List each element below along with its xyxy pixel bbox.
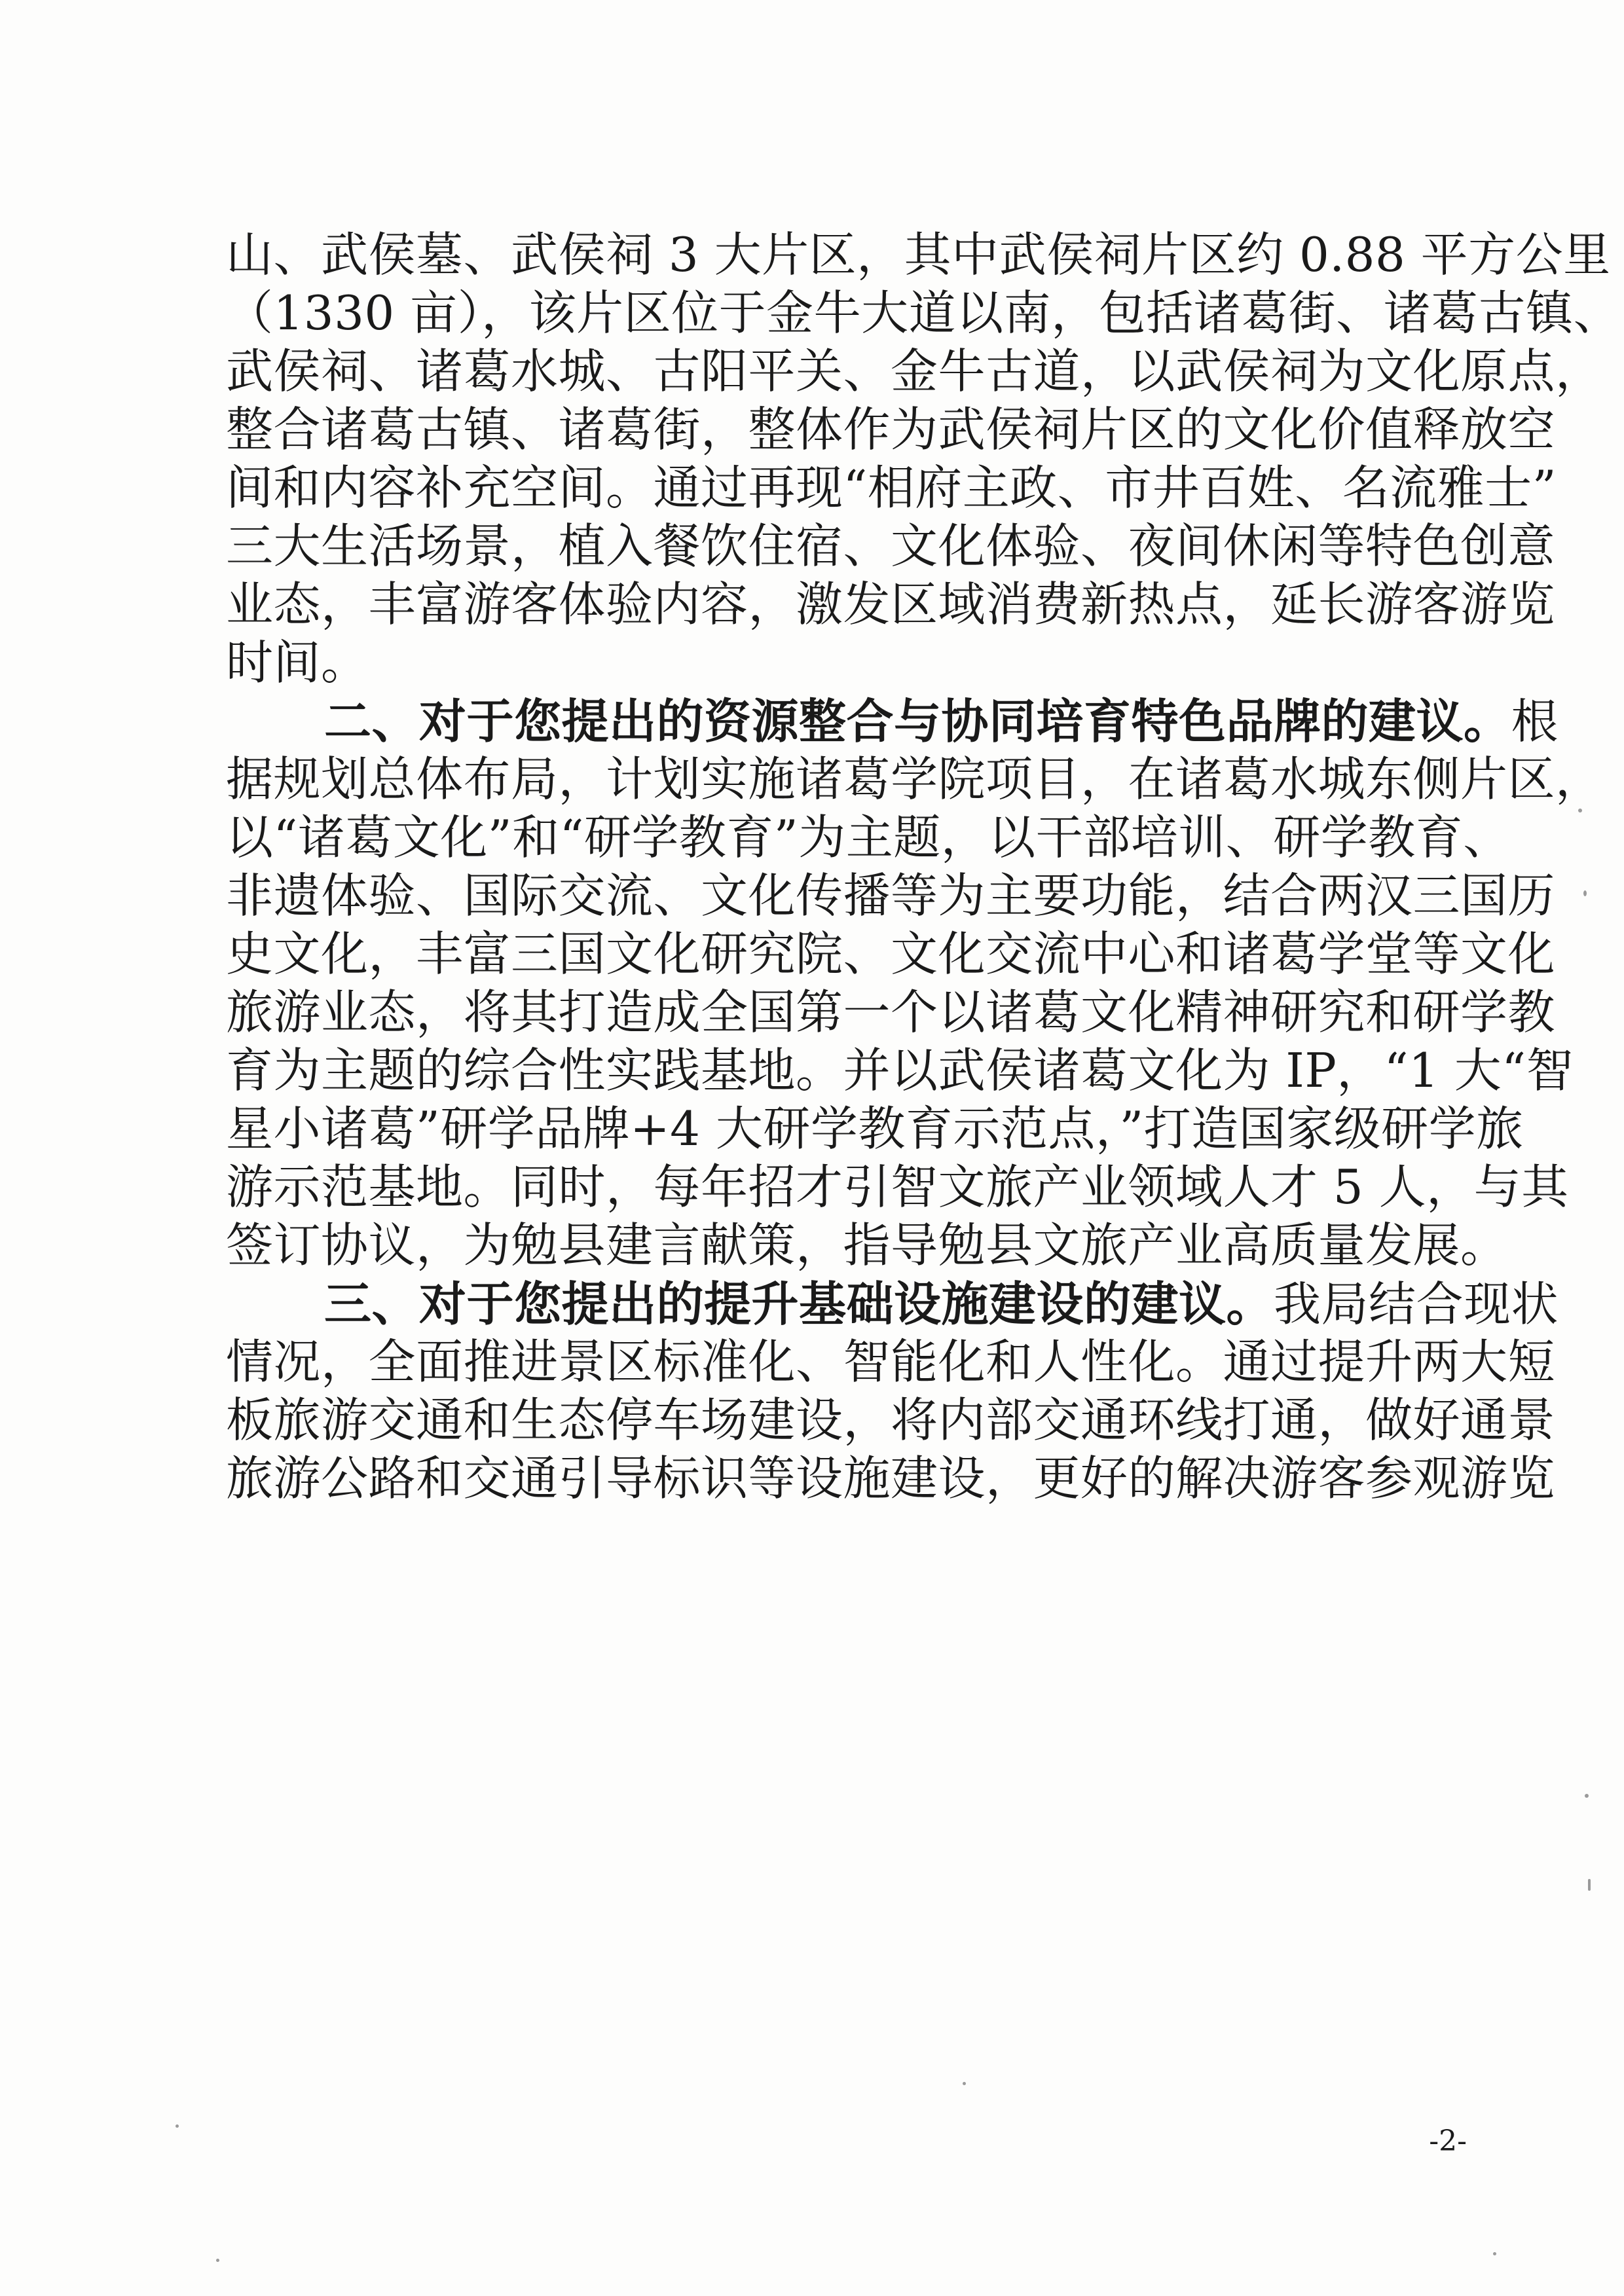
text-line: 间和内容补充空间。通过再现“相府主政、市井百姓、名流雅士” <box>226 460 1557 515</box>
section-heading: 三、对于您提出的提升基础设施建设的建议。 <box>324 1276 1274 1332</box>
text-line: 山、武侯墓、武侯祠 3 大片区，其中武侯祠片区约 0.88 平方公里 <box>226 227 1611 282</box>
scan-speck <box>1585 1794 1589 1798</box>
text-line: 情况，全面推进景区标准化、智能化和人性化。通过提升两大短 <box>226 1334 1556 1389</box>
section-heading-line <box>226 692 1559 750</box>
text-line: 武侯祠、诸葛水城、古阳平关、金牛古道，以武侯祠为文化原点， <box>226 344 1603 399</box>
scan-speck <box>1583 890 1587 896</box>
text-line: 板旅游交通和生态停车场建设，将内部交通环线打通，做好通景 <box>226 1393 1556 1448</box>
text-line: 星小诸葛”研学品牌+4 大研学教育示范点，”打造国家级研学旅 <box>226 1101 1524 1156</box>
scan-speck <box>216 2259 219 2262</box>
scan-speck <box>1588 1879 1591 1891</box>
text-line: 旅游业态，将其打造成全国第一个以诸葛文化精神研究和研学教 <box>226 985 1556 1040</box>
text-line: 育为主题的综合性实践基地。并以武侯诸葛文化为 IP，“1 大“智 <box>226 1043 1574 1098</box>
scan-speck <box>1578 809 1582 812</box>
text-line: 史文化，丰富三国文化研究院、文化交流中心和诸葛学堂等文化 <box>226 926 1556 981</box>
heading-tail: 我局结合现状 <box>1274 1277 1559 1332</box>
section-heading-line <box>226 1275 1559 1333</box>
text-line: 旅游公路和交通引导标识等设施建设，更好的解决游客参观游览 <box>226 1451 1556 1506</box>
text-line: 以“诸葛文化”和“研学教育”为主题，以干部培训、研学教育、 <box>226 810 1511 865</box>
scan-speck <box>963 2082 966 2085</box>
text-line: 游示范基地。同时，每年招才引智文旅产业领域人才 5 人，与其 <box>226 1159 1569 1214</box>
text-line: 业态，丰富游客体验内容，激发区域消费新热点，延长游客游览 <box>226 577 1556 632</box>
scan-speck <box>1493 2252 1496 2255</box>
text-line: 三大生活场景，植入餐饮住宿、文化体验、夜间休闲等特色创意 <box>226 519 1556 574</box>
page-number: -2- <box>1429 2124 1467 2158</box>
body-text <box>226 226 1621 1508</box>
text-line: 据规划总体布局，计划实施诸葛学院项目，在诸葛水城东侧片区， <box>226 752 1603 807</box>
heading-tail: 根 <box>1511 694 1559 749</box>
text-line: 整合诸葛古镇、诸葛街，整体作为武侯祠片区的文化价值释放空 <box>226 402 1556 457</box>
text-line: 时间。 <box>226 635 369 690</box>
text-line: 签订协议，为勉县建言献策，指导勉县文旅产业高质量发展。 <box>226 1218 1508 1273</box>
section-heading: 二、对于您提出的资源整合与协同培育特色品牌的建议。 <box>324 693 1511 749</box>
text-line: （1330 亩），该片区位于金牛大道以南，包括诸葛街、诸葛古镇、 <box>226 285 1621 340</box>
text-line: 非遗体验、国际交流、文化传播等为主要功能，结合两汉三国历 <box>226 868 1556 923</box>
scan-speck <box>175 2124 179 2128</box>
